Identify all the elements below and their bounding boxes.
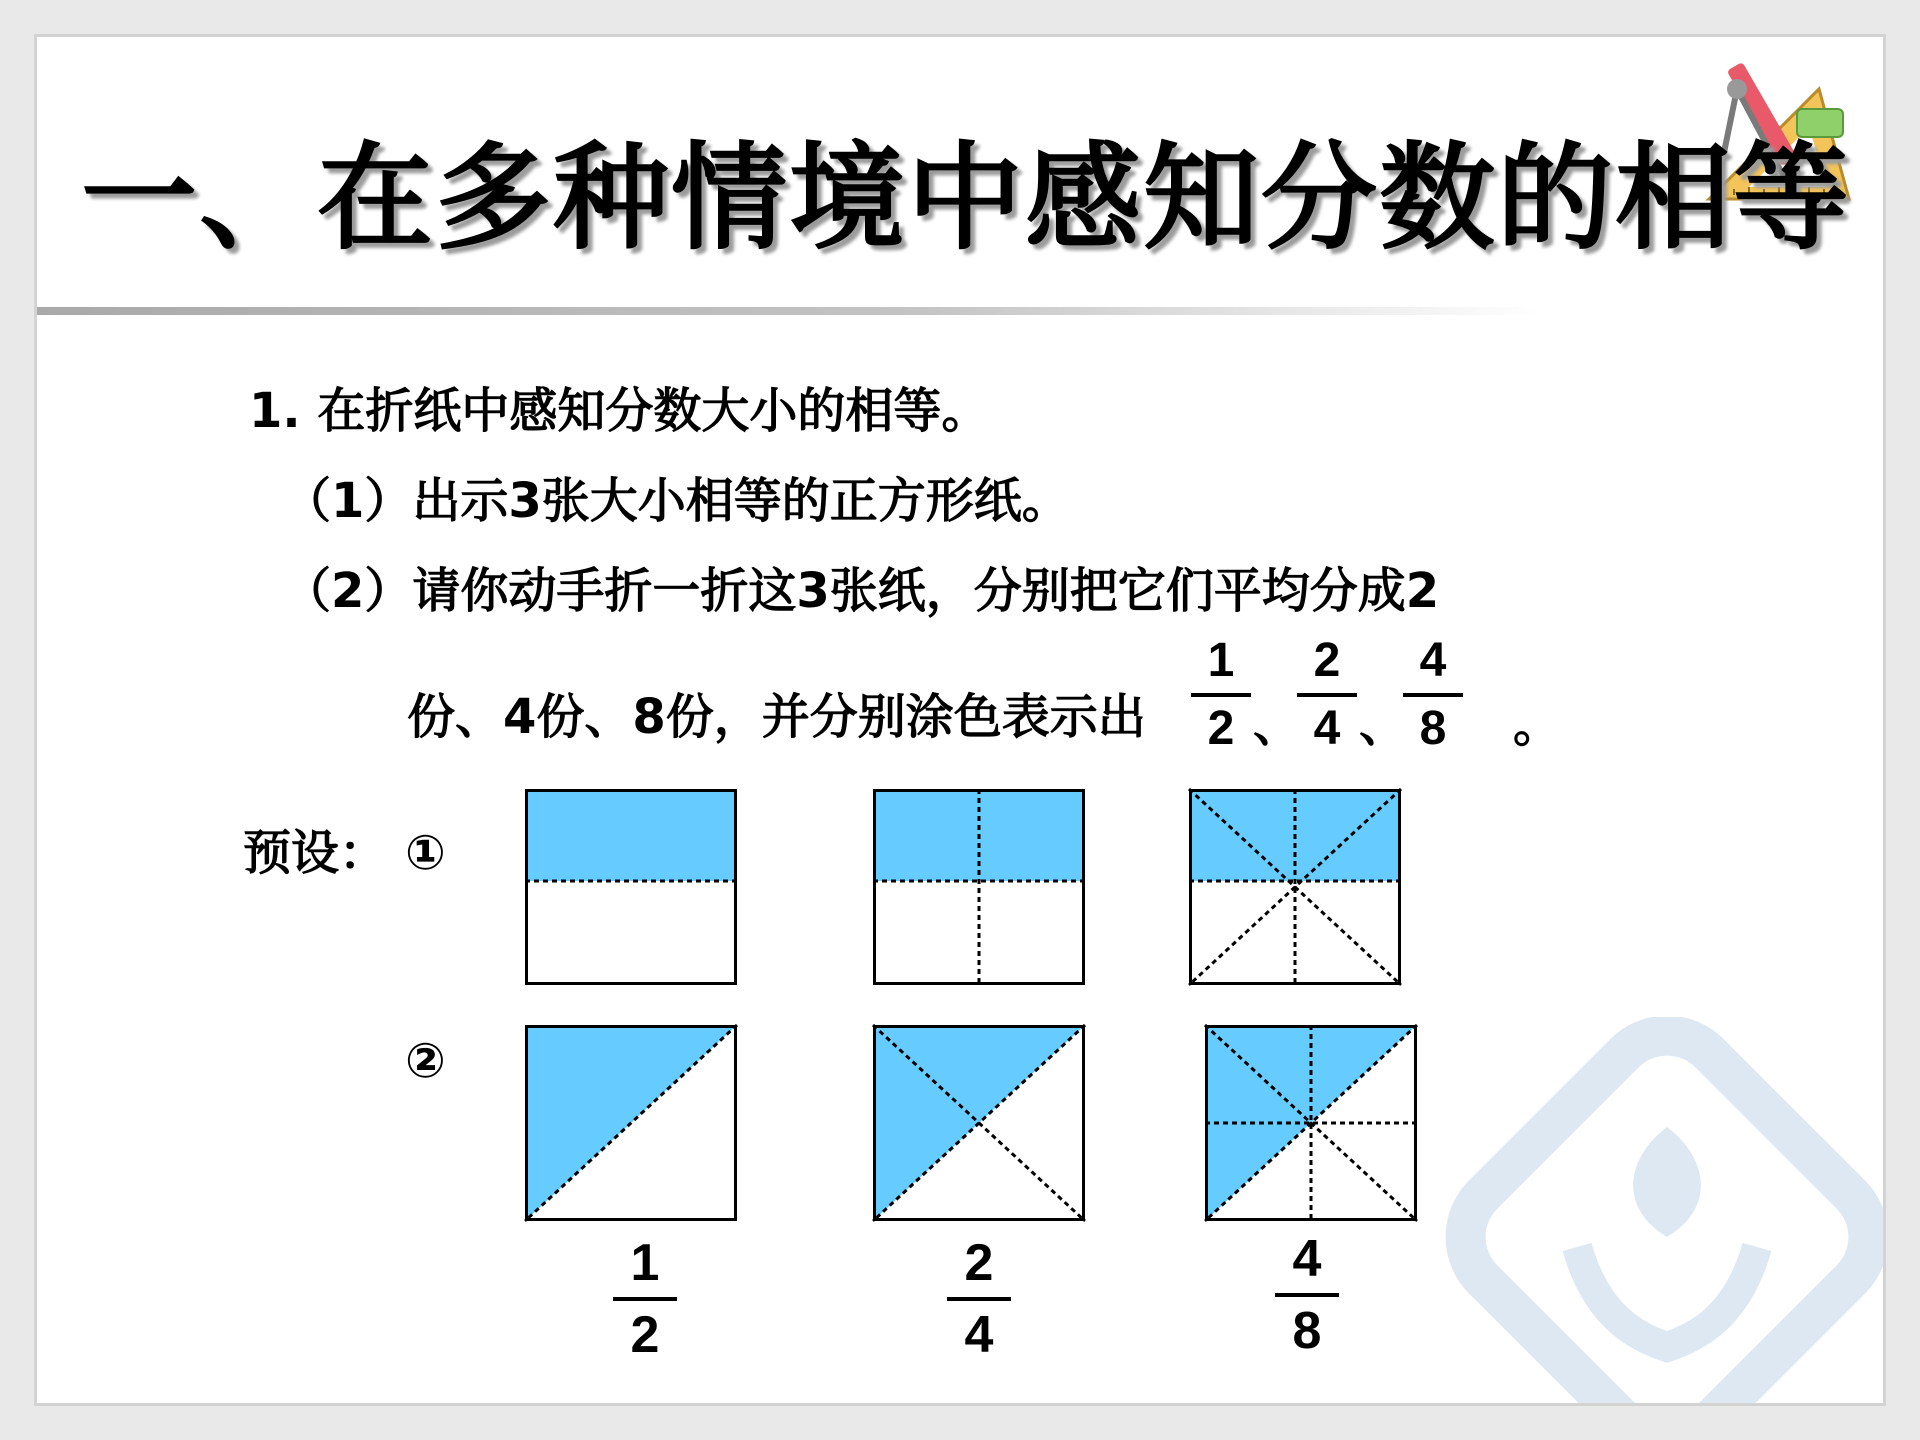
watermark-logo-icon — [1427, 1017, 1886, 1406]
square-eighths-mixed — [1205, 1025, 1417, 1221]
step-2-text-line-2: 份、4份、8份，并分别涂色表示出 — [407, 689, 1146, 745]
numerator: 4 — [1419, 634, 1447, 687]
fraction-bar — [1275, 1293, 1339, 1297]
title-divider — [34, 307, 1543, 315]
separator-mark: 、 — [1359, 697, 1408, 753]
denominator: 2 — [1207, 702, 1235, 755]
numerator: 4 — [1292, 1230, 1322, 1288]
shaded-region — [525, 789, 737, 881]
slide — [34, 34, 1886, 1406]
denominator: 4 — [1313, 702, 1341, 755]
inline-fraction-4-8 — [1403, 634, 1463, 755]
square-eighths-star — [1189, 789, 1401, 985]
separator-mark: 、 — [1253, 697, 1302, 753]
square-quarters-diagonal — [873, 1025, 1085, 1221]
denominator: 8 — [1292, 1302, 1322, 1360]
denominator: 8 — [1419, 702, 1447, 755]
numerator: 2 — [964, 1234, 994, 1292]
fraction-bar — [947, 1297, 1011, 1301]
slide-title: 一、在多种情境中感知分数的相等 — [81, 130, 1851, 266]
inline-fraction-2-4 — [1297, 634, 1357, 755]
bottom-fraction-2-4 — [947, 1234, 1011, 1364]
inline-fraction-1-2 — [1191, 634, 1251, 755]
fraction-bar — [1297, 693, 1357, 697]
bottom-fraction-4-8 — [1275, 1230, 1339, 1360]
fraction-bar — [613, 1297, 677, 1301]
preset-label: 预设： — [243, 825, 388, 881]
case-2-marker: ② — [405, 1033, 446, 1089]
period-mark: 。 — [1513, 697, 1562, 753]
bottom-fraction-1-2 — [613, 1234, 677, 1364]
square-halves-diagonal — [525, 1025, 737, 1221]
fraction-bar — [1403, 693, 1463, 697]
denominator: 2 — [630, 1306, 660, 1364]
numerator: 1 — [1207, 634, 1235, 687]
fraction-bar — [1191, 693, 1251, 697]
square-quarters-grid — [873, 789, 1085, 985]
step-1-text: （1）出示3张大小相等的正方形纸。 — [283, 473, 1070, 529]
step-2-text-line-1: （2）请你动手折一折这3张纸，分别把它们平均分成2 — [283, 563, 1440, 619]
numerator: 2 — [1313, 634, 1341, 687]
square-halves-horizontal — [525, 789, 737, 985]
case-1-marker: ① — [405, 825, 446, 881]
denominator: 4 — [964, 1306, 994, 1364]
numerator: 1 — [630, 1234, 660, 1292]
section-heading: 1. 在折纸中感知分数大小的相等。 — [249, 383, 990, 439]
